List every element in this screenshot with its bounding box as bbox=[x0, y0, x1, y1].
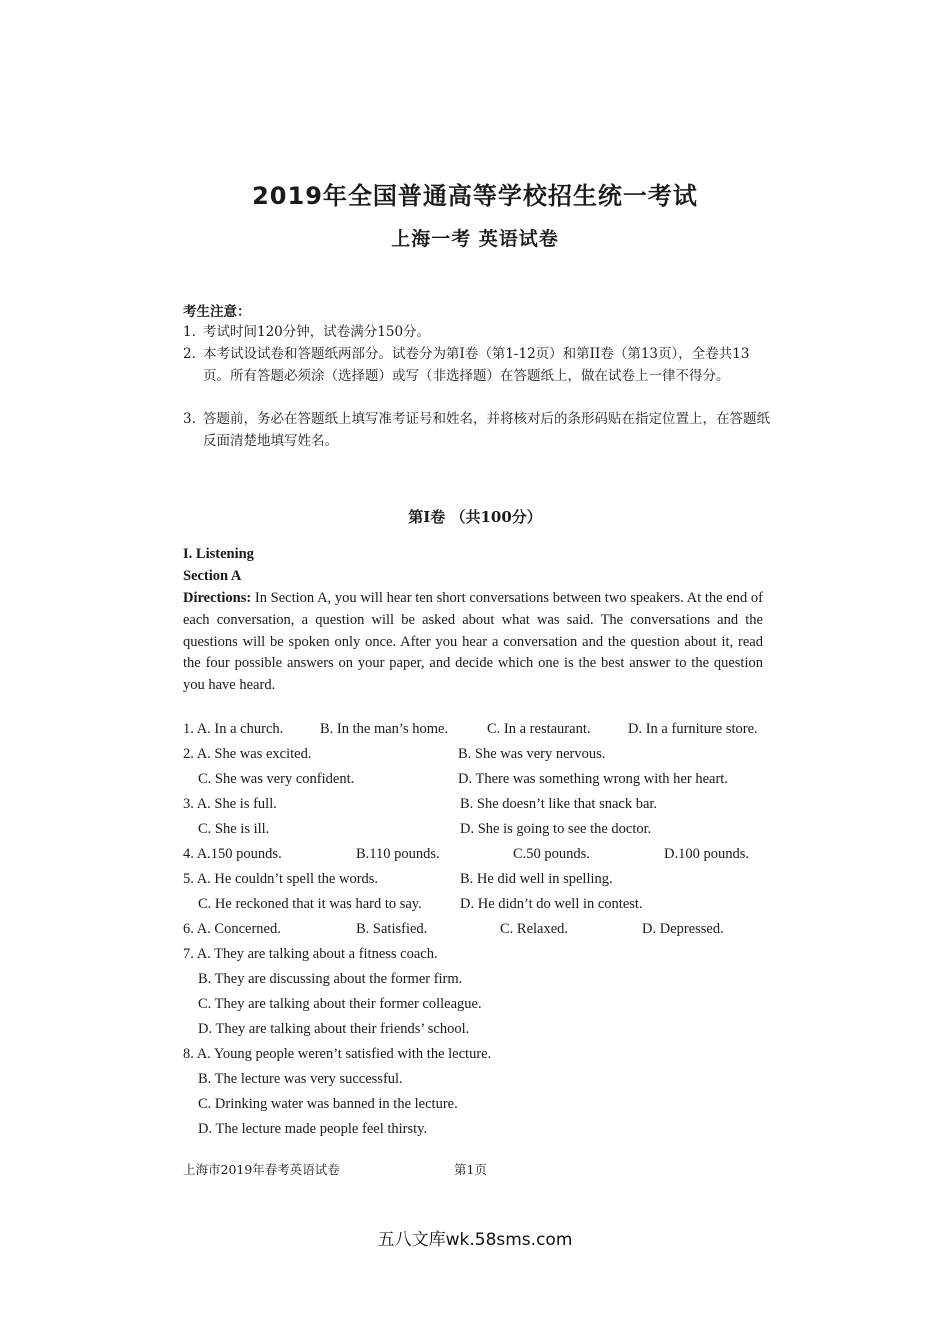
question-7-option-b: B. They are discussing about the former firm. bbox=[198, 971, 463, 987]
question-5-option-c: C. He reckoned that it was hard to say. bbox=[198, 896, 422, 912]
footer-title: 上海市2019年春考英语试卷 bbox=[183, 1162, 340, 1177]
question-4-option-c: C.50 pounds. bbox=[513, 846, 590, 862]
notice-item-text: 答题前，务必在答题纸上填写准考证号和姓名，并将核对后的条形码贴在指定位置上，在答题纸反面清楚地填写姓名。 bbox=[203, 411, 770, 449]
question-7-option-d: D. They are talking about their friends’ school. bbox=[198, 1021, 470, 1037]
footer-page-number: 第1页 bbox=[454, 1162, 487, 1177]
question-1-option-d: D. In a furniture store. bbox=[628, 721, 758, 737]
directions-paragraph bbox=[183, 588, 763, 697]
part-title: 第I卷 （共100分） bbox=[408, 508, 542, 526]
notice-item-text: 本考试设试卷和答题纸两部分。试卷分为第I卷（第1-12页）和第II卷（第13页），全卷共13页。所有答题必须涂（选择题）或写（非选择题）在答题纸上，做在试卷上一律不得分。 bbox=[203, 346, 750, 384]
question-6-option-a: 6. A. Concerned. bbox=[183, 921, 281, 937]
section-subheading: Section A bbox=[183, 568, 242, 584]
question-1-option-a: 1. A. In a church. bbox=[183, 721, 284, 737]
question-8-option-c: C. Drinking water was banned in the lecture. bbox=[198, 1096, 458, 1112]
question-1-option-c: C. In a restaurant. bbox=[487, 721, 591, 737]
question-5-option-d: D. He didn’t do well in contest. bbox=[460, 896, 643, 912]
question-2-option-a: 2. A. She was excited. bbox=[183, 746, 312, 762]
notice-item-number: 3. bbox=[183, 411, 196, 427]
question-2-option-d: D. There was something wrong with her heart. bbox=[458, 771, 728, 787]
question-8-option-b: B. The lecture was very successful. bbox=[198, 1071, 403, 1087]
notice-item-number: 2. bbox=[183, 346, 196, 362]
notice-item-text: 考试时间120分钟，试卷满分150分。 bbox=[203, 324, 431, 340]
question-5-option-a: 5. A. He couldn’t spell the words. bbox=[183, 871, 379, 887]
question-1-option-b: B. In the man’s home. bbox=[320, 721, 449, 737]
question-6-option-c: C. Relaxed. bbox=[500, 921, 569, 937]
question-7-option-a: 7. A. They are talking about a fitness coach. bbox=[183, 946, 438, 962]
directions-text: In Section A, you will hear ten short conversations between two speakers. At the end of each conversation, a question will be asked about what was said. The conversations and the questions will be spoken only once. After you hear a conversation and the question about it, read the four possible answers on your paper, and decide which one is the best answer to the question you have heard. bbox=[183, 590, 763, 694]
section-heading: I. Listening bbox=[183, 546, 254, 562]
question-3-option-b: B. She doesn’t like that snack bar. bbox=[460, 796, 658, 812]
watermark-text: 五八文库wk.58sms.com bbox=[377, 1230, 573, 1250]
question-4-option-b: B.110 pounds. bbox=[356, 846, 440, 862]
question-4-option-d: D.100 pounds. bbox=[664, 846, 749, 862]
question-6-option-d: D. Depressed. bbox=[642, 921, 724, 937]
question-2-option-b: B. She was very nervous. bbox=[458, 746, 606, 762]
notice-item-number: 1. bbox=[183, 324, 196, 340]
question-8-option-d: D. The lecture made people feel thirsty. bbox=[198, 1121, 428, 1137]
question-2-option-c: C. She was very confident. bbox=[198, 771, 355, 787]
exam-subtitle: 上海一考 英语试卷 bbox=[391, 228, 559, 250]
question-7-option-c: C. They are talking about their former colleague. bbox=[198, 996, 482, 1012]
question-3-option-d: D. She is going to see the doctor. bbox=[460, 821, 652, 837]
question-4-option-a: 4. A.150 pounds. bbox=[183, 846, 282, 862]
directions-label: Directions: bbox=[183, 590, 252, 606]
notice-heading: 考生注意： bbox=[183, 304, 251, 320]
exam-title: 2019年全国普通高等学校招生统一考试 bbox=[252, 182, 698, 210]
question-8-option-a: 8. A. Young people weren’t satisfied with the lecture. bbox=[183, 1046, 492, 1062]
question-3-option-a: 3. A. She is full. bbox=[183, 796, 277, 812]
question-6-option-b: B. Satisfied. bbox=[356, 921, 428, 937]
question-5-option-b: B. He did well in spelling. bbox=[460, 871, 613, 887]
question-3-option-c: C. She is ill. bbox=[198, 821, 270, 837]
